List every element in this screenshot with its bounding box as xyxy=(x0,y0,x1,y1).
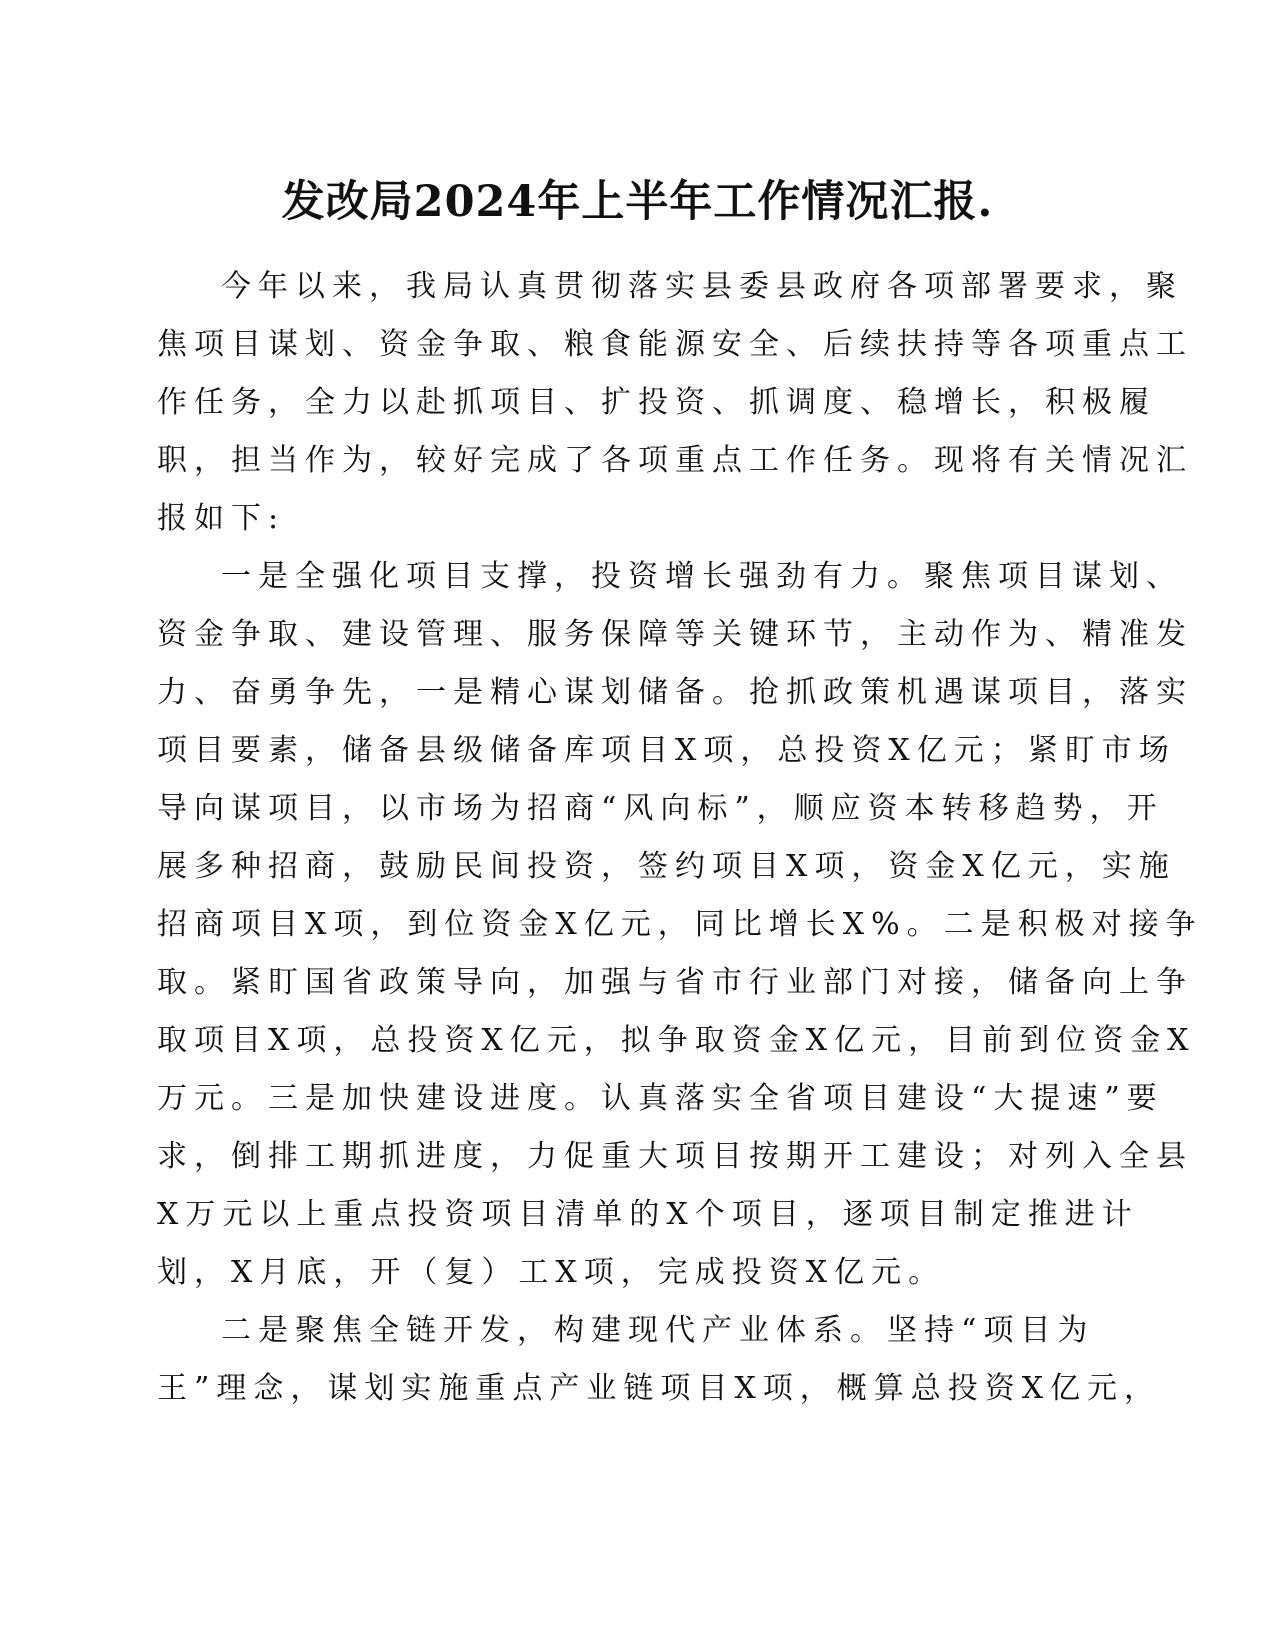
text-line: 今年以来，我局认真贯彻落实县委县政府各项部署要求，聚 xyxy=(221,269,1183,304)
text-line: 展多种招商，鼓励民间投资，签约项目X项，资金X亿元，实施 xyxy=(157,849,1176,884)
text-line: 焦项目谋划、资金争取、粮食能源安全、后续扶持等各项重点工 xyxy=(157,327,1193,362)
text-line: 导向谋项目，以市场为招商“风向标”，顺应资本转移趋势，开 xyxy=(157,791,1164,826)
text-line: 作任务，全力以赴抓项目、扩投资、抓调度、稳增长，积极履 xyxy=(157,385,1156,420)
text-line: 招商项目X项，到位资金X亿元，同比增长X%。二是积极对接争 xyxy=(157,907,1203,942)
text-line: 划，X月底，开（复）工X项，完成投资X亿元。 xyxy=(157,1255,946,1290)
text-line: 力、奋勇争先，一是精心谋划储备。抢抓政策机遇谋项目，落实 xyxy=(157,675,1193,710)
text-line: 一是全强化项目支撑，投资增长强劲有力。聚焦项目谋划、 xyxy=(221,559,1183,594)
text-line: 职，担当作为，较好完成了各项重点工作任务。现将有关情况汇 xyxy=(157,443,1193,478)
text-line: X万元以上重点投资项目清单的X个项目，逐项目制定推进计 xyxy=(157,1197,1139,1232)
text-line: 王”理念，谋划实施重点产业链项目X项，概算总投资X亿元， xyxy=(157,1371,1162,1406)
document-title: 发改局2024年上半年工作情况汇报. xyxy=(281,177,994,227)
text-line: 二是聚焦全链开发，构建现代产业体系。坚持“项目为 xyxy=(221,1313,1095,1348)
text-line: 万元。三是加快建设进度。认真落实全省项目建设“大提速”要 xyxy=(157,1081,1164,1116)
text-line: 报如下: xyxy=(157,501,286,536)
text-line: 求，倒排工期抓进度，力促重大项目按期开工建设；对列入全县 xyxy=(157,1139,1193,1174)
text-line: 项目要素，储备县级储备库项目X项，总投资X亿元；紧盯市场 xyxy=(157,733,1176,768)
text-line: 取项目X项，总投资X亿元，拟争取资金X亿元，目前到位资金X xyxy=(157,1023,1196,1058)
document-body xyxy=(157,258,1203,1418)
text-line: 资金争取、建设管理、服务保障等关键环节，主动作为、精准发 xyxy=(157,617,1193,652)
text-line: 取。紧盯国省政策导向，加强与省市行业部门对接，储备向上争 xyxy=(157,965,1193,1000)
